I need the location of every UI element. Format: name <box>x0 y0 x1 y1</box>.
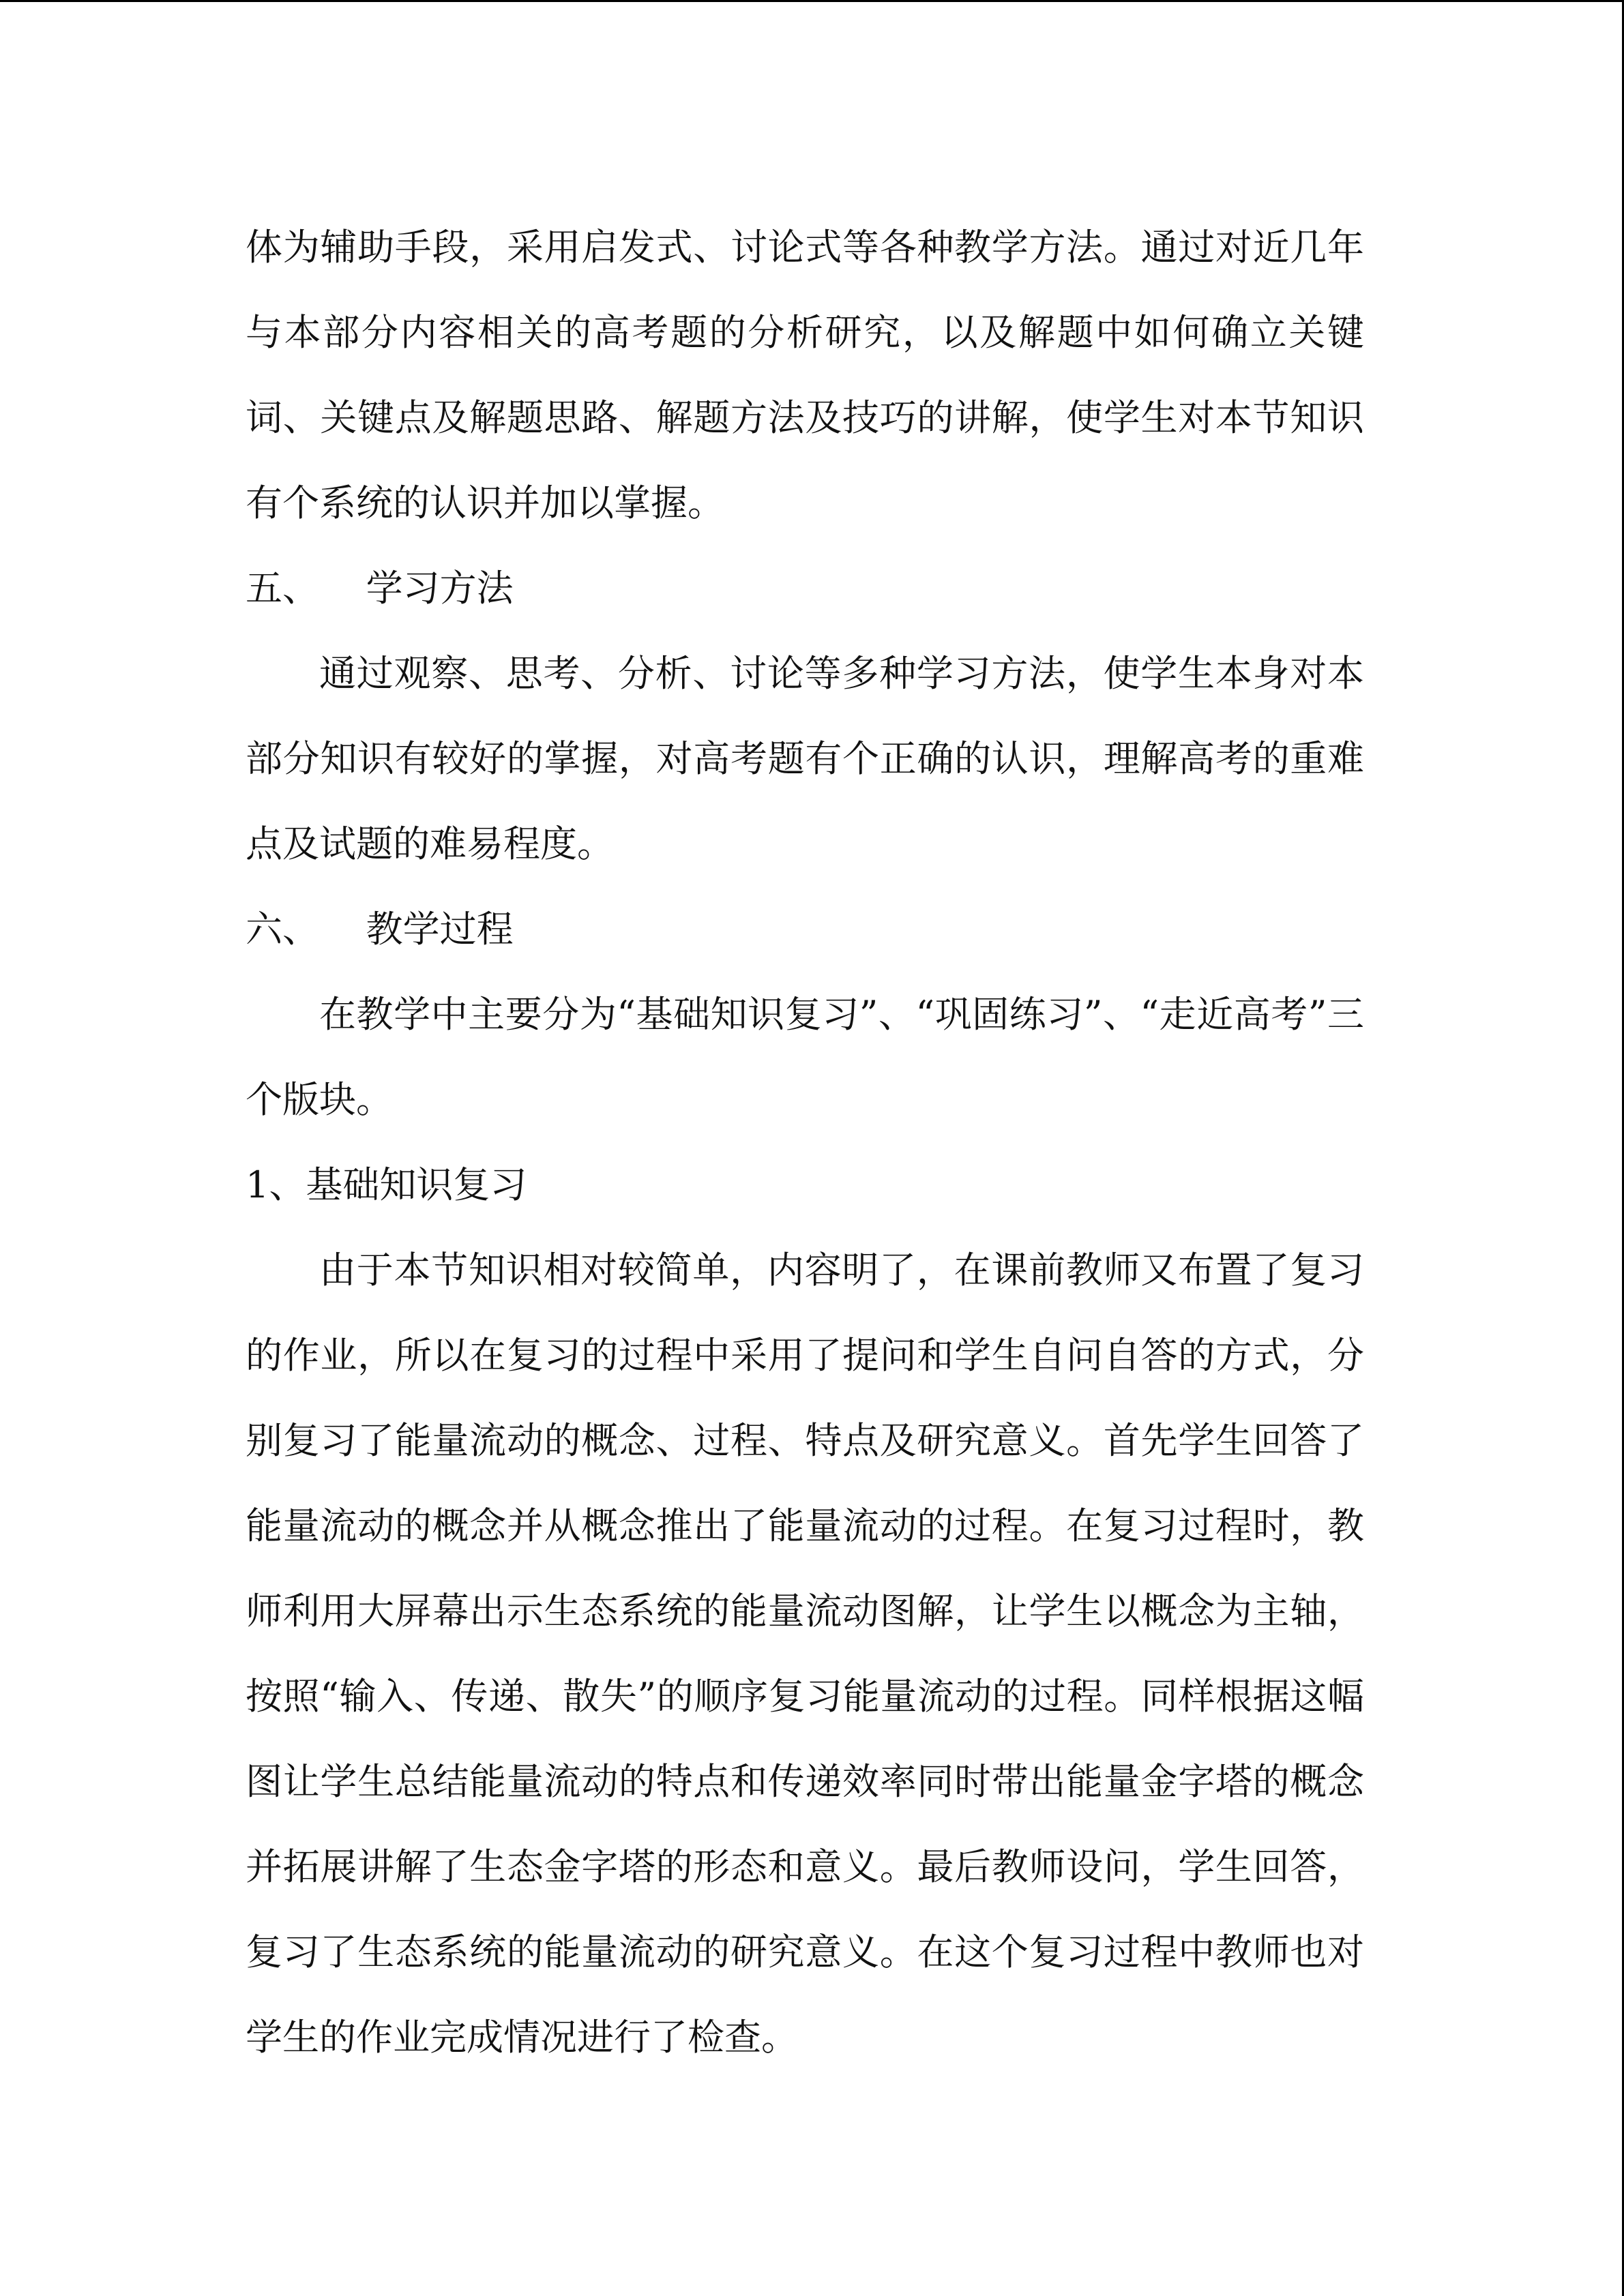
paragraph-learning-methods: 通过观察、思考、分析、讨论等多种学习方法，使学生本身对本部分知识有较好的掌握，对高考题有个正确的认识，理解高考的重难点及试题的难易程度。 <box>246 652 1364 865</box>
section-heading-teaching-process: 六、 教学过程 <box>246 908 514 951</box>
page-top-border <box>0 0 1624 2</box>
paragraph-teaching-process-intro: 在教学中主要分为“基础知识复习”、“巩固练习”、“走近高考”三个版块。 <box>246 993 1364 1121</box>
subsection-heading-basic-review: 1、基础知识复习 <box>246 1163 527 1206</box>
document-page <box>246 205 1364 2080</box>
paragraph-teaching-methods-continued: 体为辅助手段，采用启发式、讨论式等各种教学方法。通过对近几年与本部分内容相关的高考题的分析研究，以及解题中如何确立关键词、关键点及解题思路、解题方法及技巧的讲解，使学生对本节知识有个系统的认识并加以掌握。 <box>246 226 1364 524</box>
paragraph-basic-review: 由于本节知识相对较简单，内容明了，在课前教师又布置了复习的作业，所以在复习的过程中采用了提问和学生自问自答的方式，分别复习了能量流动的概念、过程、特点及研究意义。首先学生回答了能量流动的概念并从概念推出了能量流动的过程。在复习过程时，教师利用大屏幕出示生态系统的能量流动图解，让学生以概念为主轴，按照“输入、传递、散失”的顺序复习能量流动的过程。同样根据这幅图让学生总结能量流动的特点和传递效率同时带出能量金字塔的概念并拓展讲解了生态金字塔的形态和意义。最后教师设问，学生回答，复习了生态系统的能量流动的研究意义。在这个复习过程中教师也对学生的作业完成情况进行了检查。 <box>246 1249 1364 2059</box>
section-heading-learning-methods: 五、 学习方法 <box>246 567 514 610</box>
